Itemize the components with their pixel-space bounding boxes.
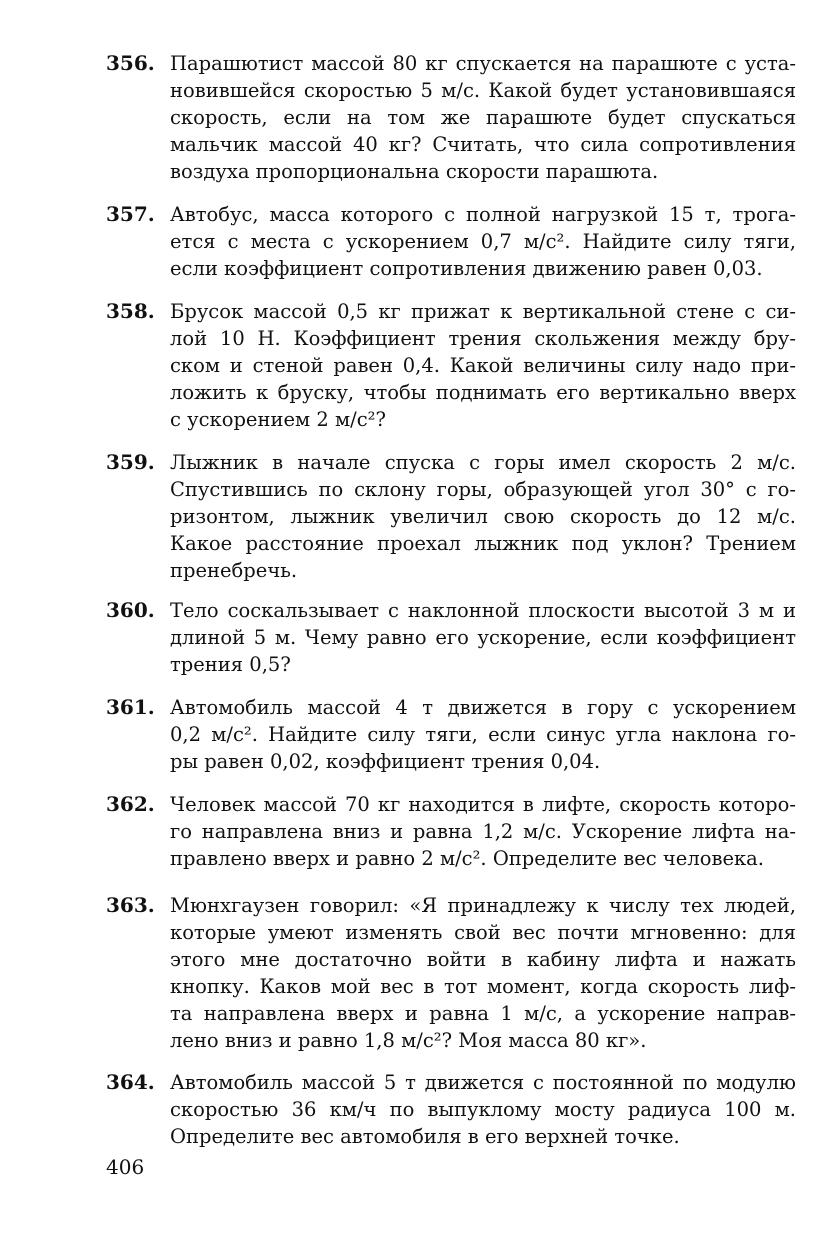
problem-text xyxy=(170,50,796,185)
text-line: 0,2 м/с². Найдите силу тяги, если синус угла наклона го- xyxy=(170,723,796,746)
text-line: мальчик массой 40 кг? Считать, что сила сопротивления xyxy=(170,133,796,156)
text-line: кнопку. Каков мой вес в тот момент, когда скорость лиф- xyxy=(170,975,796,998)
problem-number: 364. xyxy=(106,1070,155,1094)
text-line: Автомобиль массой 4 т движется в гору с ускорением xyxy=(170,696,796,719)
problem-number: 357. xyxy=(106,202,155,226)
text-line: ры равен 0,02, коэффициент трения 0,04. xyxy=(170,750,601,773)
text-line: лой 10 Н. Коэффициент трения скольжения между бру- xyxy=(170,327,796,350)
problem-number: 359. xyxy=(106,450,155,474)
text-line: скоростью 36 км/ч по выпуклому мосту радиуса 100 м. xyxy=(170,1098,796,1121)
text-line: Определите вес автомобиля в его верхней точке. xyxy=(170,1125,680,1148)
text-line: скорость, если на том же парашюте будет спускаться xyxy=(170,106,796,129)
text-line: ризонтом, лыжник увеличил свою скорость до 12 м/с. xyxy=(170,505,796,528)
problem-text xyxy=(170,201,796,282)
text-line: Человек массой 70 кг находится в лифте, скорость которо- xyxy=(170,793,796,816)
page-number: 406 xyxy=(106,1155,145,1179)
text-line: правлено вверх и равно 2 м/с². Определите вес человека. xyxy=(170,847,765,870)
text-line: Мюнхгаузен говорил: «Я принадлежу к числу тех людей, xyxy=(170,894,796,917)
text-line: новившейся скоростью 5 м/с. Какой будет установившаяся xyxy=(170,79,796,102)
problem-text xyxy=(170,449,796,584)
text-line: пренебречь. xyxy=(170,559,298,582)
text-line: ложить к бруску, чтобы поднимать его вертикально вверх xyxy=(170,381,796,404)
problem-number: 356. xyxy=(106,51,155,75)
text-line: ется с места с ускорением 0,7 м/с². Найдите силу тяги, xyxy=(170,230,796,253)
problem-number: 361. xyxy=(106,695,155,719)
text-line: если коэффициент сопротивления движению равен 0,03. xyxy=(170,257,763,280)
text-line: Брусок массой 0,5 кг прижат к вертикальной стене с си- xyxy=(170,300,796,323)
problem-number: 360. xyxy=(106,598,155,622)
text-line: воздуха пропорциональна скорости парашюта. xyxy=(170,160,659,183)
problem-number: 363. xyxy=(106,893,155,917)
problem-text xyxy=(170,298,796,433)
problem-text xyxy=(170,694,796,775)
text-line: Автобус, масса которого с полной нагрузкой 15 т, трога- xyxy=(170,203,796,226)
problem-number: 358. xyxy=(106,299,155,323)
text-line: которые умеют изменять свой вес почти мгновенно: для xyxy=(170,921,796,944)
problem-text xyxy=(170,791,796,872)
text-line: ском и стеной равен 0,4. Какой величины силу надо при- xyxy=(170,354,796,377)
text-line: трения 0,5? xyxy=(170,653,291,676)
text-line: Какое расстояние проехал лыжник под уклон? Трением xyxy=(170,532,796,555)
problem-number: 362. xyxy=(106,792,155,816)
text-line: Автомобиль массой 5 т движется с постоянной по модулю xyxy=(170,1071,796,1094)
text-line: лено вниз и равно 1,8 м/с²? Моя масса 80 кг». xyxy=(170,1029,647,1052)
problem-text xyxy=(170,1069,796,1150)
text-line: этого мне достаточно войти в кабину лифта и нажать xyxy=(170,948,796,971)
problem-text xyxy=(170,892,796,1054)
text-line: го направлена вниз и равна 1,2 м/с. Ускорение лифта на- xyxy=(170,820,796,843)
text-line: длиной 5 м. Чему равно его ускорение, если коэффициент xyxy=(170,626,796,649)
text-line: Парашютист массой 80 кг спускается на парашюте с уста- xyxy=(170,52,796,75)
text-line: с ускорением 2 м/с²? xyxy=(170,408,386,431)
text-line: Лыжник в начале спуска с горы имел скорость 2 м/с. xyxy=(170,451,796,474)
text-line: Спустившись по склону горы, образующей угол 30° с го- xyxy=(170,478,796,501)
problem-text xyxy=(170,597,796,678)
text-line: Тело соскальзывает с наклонной плоскости высотой 3 м и xyxy=(170,599,796,622)
text-line: та направлена вверх и равна 1 м/с, а ускорение направ- xyxy=(170,1002,796,1025)
